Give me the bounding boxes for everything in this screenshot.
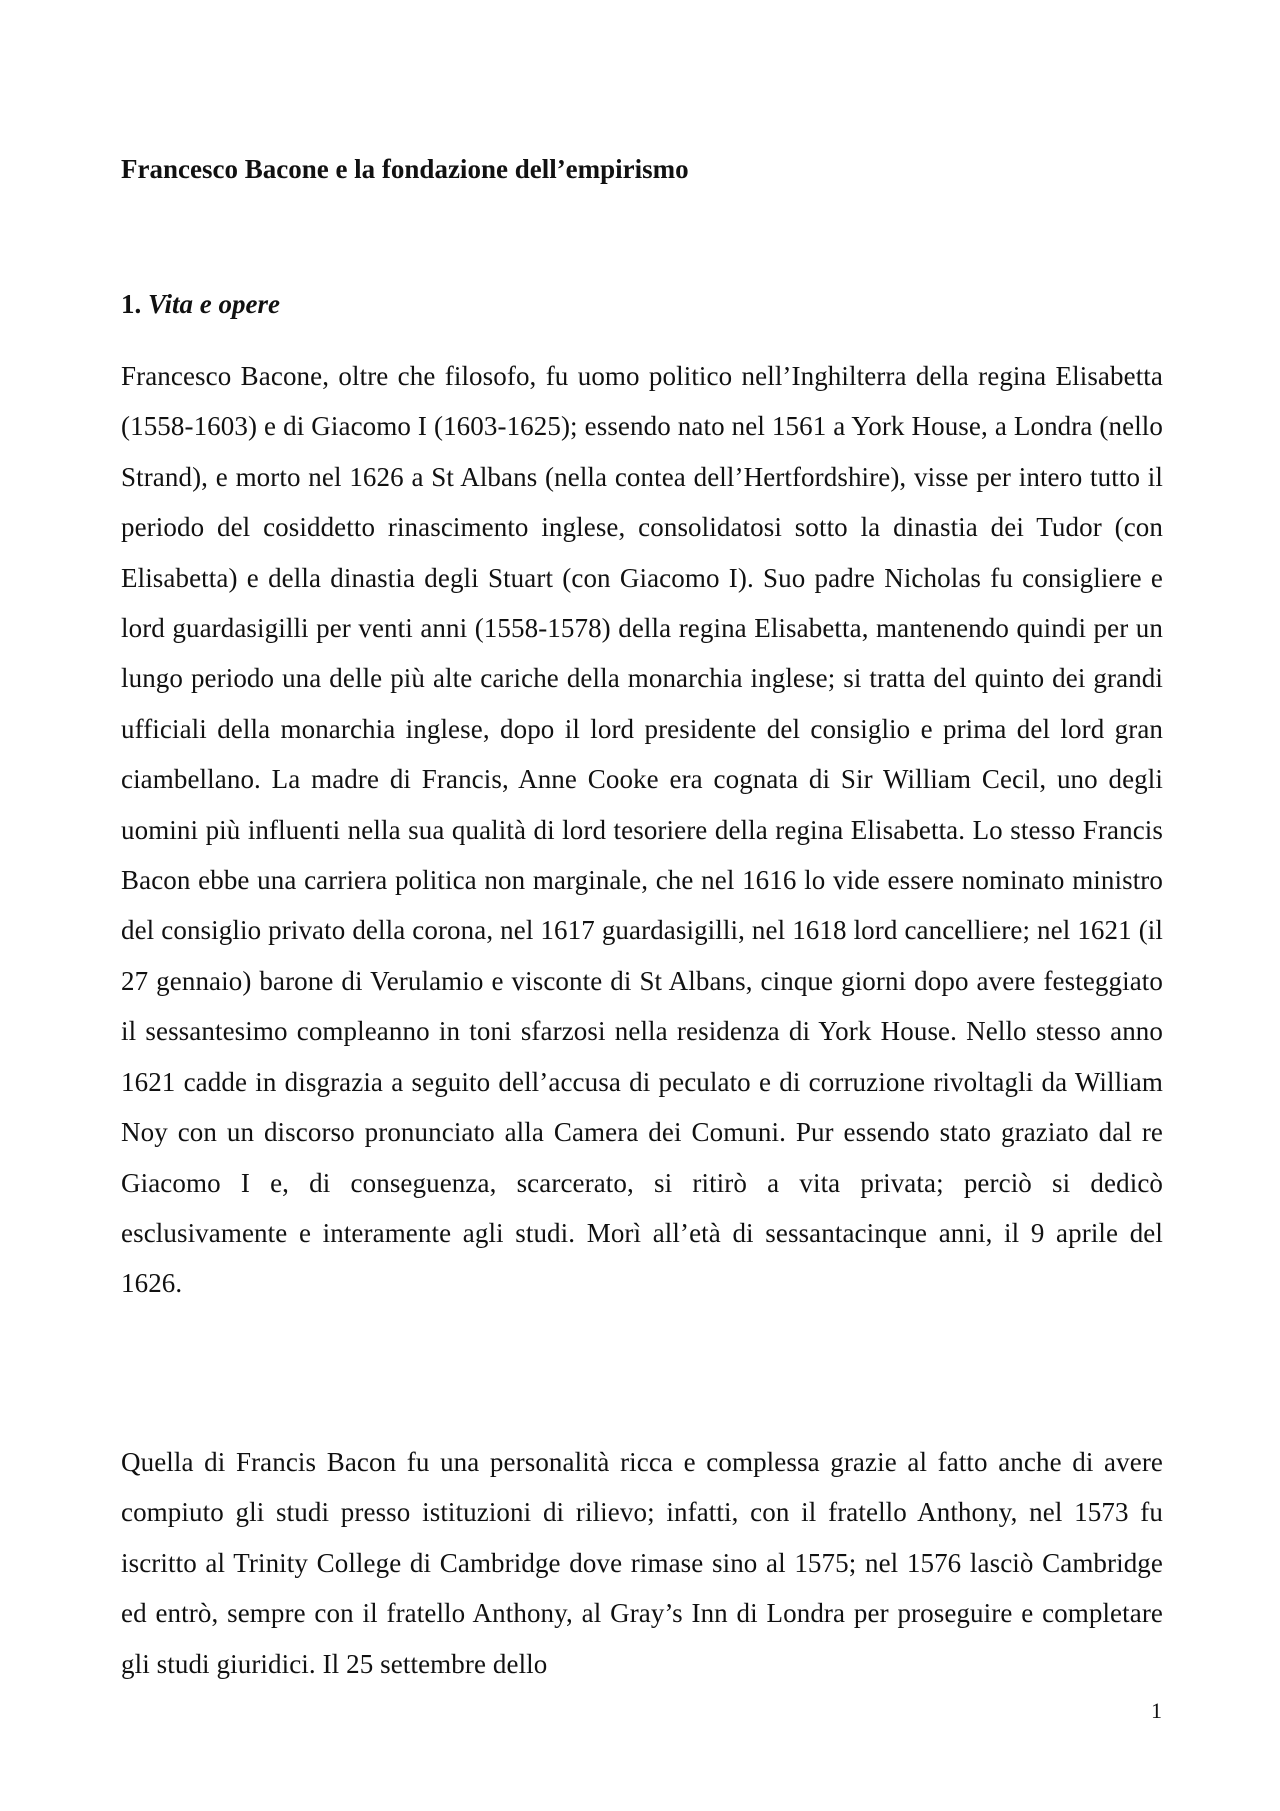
section-number: 1. — [121, 289, 148, 319]
page-number: 1 — [1151, 1698, 1162, 1723]
body-paragraph: Quella di Francis Bacon fu una personalità ricca e complessa grazie al fatto anche di avere compiuto gli studi presso istituzioni di rilievo; infatti, con il fratello Anthony, nel 1573 fu iscritto al Trinity College di Cambridge dove rimase sino al 1575; nel 1576 lasciò Cambridge ed entrò, sempre con il fratello Anthony, al Gray’s Inn di Londra per proseguire e completare gli studi giuridici. Il 25 settembre dello — [121, 1447, 1163, 1679]
section-title: Vita e opere — [148, 289, 280, 319]
document-title: Francesco Bacone e la fondazione dell’empirismo — [121, 154, 689, 184]
section-heading — [121, 286, 1161, 322]
body-paragraph: Francesco Bacone, oltre che filosofo, fu uomo politico nell’Inghilterra della regina Elisabetta (1558-1603) e di Giacomo I (1603-1625); essendo nato nel 1561 a York House, a Londra (nello Strand), e morto nel 1626 a St Albans (nella contea dell’Hertfordshire), visse per intero tutto il periodo del cosiddetto rinascimento inglese, consolidatosi sotto la dinastia dei Tudor (con Elisabetta) e della dinastia degli Stuart (con Giacomo I). Suo padre Nicholas fu consigliere e lord guardasigilli per venti anni (1558-1578) della regina Elisabetta, mantenendo quindi per un lungo periodo una delle più alte cariche della monarchia inglese; si tratta del quinto dei grandi ufficiali della monarchia inglese, dopo il lord presidente del consiglio e prima del lord gran ciambellano. La madre di Francis, Anne Cooke era cognata di Sir William Cecil, uno degli uomini più influenti nella sua qualità di lord tesoriere della regina Elisabetta. Lo stesso Francis Bacon ebbe una carriera politica non marginale, che nel 1616 lo vide essere nominato ministro del consiglio privato della corona, nel 1617 guardasigilli, nel 1618 lord cancelliere; nel 1621 (il 27 gennaio) barone di Verulamio e visconte di St Albans, cinque giorni dopo avere festeggiato il sessantesimo compleanno in toni sfarzosi nella residenza di York House. Nello stesso anno 1621 cadde in disgrazia a seguito dell’accusa di peculato e di corruzione rivoltagli da William Noy con un discorso pronunciato alla Camera dei Comuni. Pur essendo stato graziato dal re Giacomo I e, di conseguenza, scarcerato, si ritirò a vita privata; perciò si dedicò esclusivamente e interamente agli studi. Morì all’età di sessantacinque anni, il 9 aprile del 1626. — [121, 361, 1163, 1299]
